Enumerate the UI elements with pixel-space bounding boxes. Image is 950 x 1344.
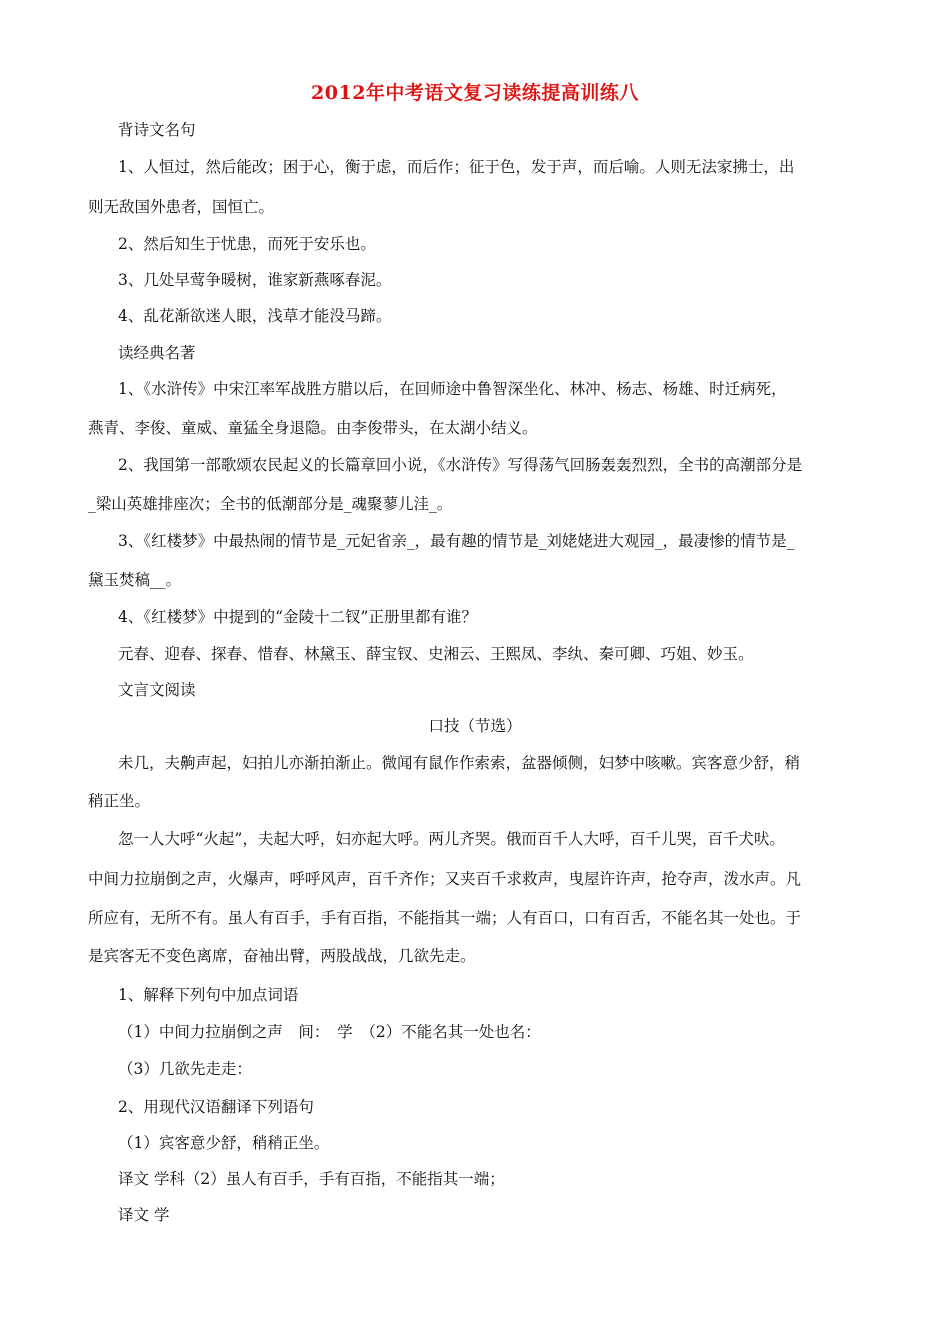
passage-paragraph-2-line-3: 所应有，无所不有。虽人有百手，手有百指，不能指其一端；人有百口，口有百舌，不能名其一处也。于 <box>88 909 802 927</box>
document-title: 2012年中考语文复习读练提高训练八 <box>311 82 639 104</box>
classics-item-3-line-1: 3、《红楼梦》中最热闹的情节是_元妃省亲_，最有趣的情节是_刘姥姥进大观园_，最凄惨的情节是_ <box>118 532 795 550</box>
passage-paragraph-1-line-2: 稍正坐。 <box>88 792 151 810</box>
poem-item-4: 4、乱花渐欲迷人眼，浅草才能没马蹄。 <box>118 307 392 325</box>
classics-item-1-line-2: 燕青、李俊、童威、童猛全身退隐。由李俊带头，在太湖小结义。 <box>88 419 538 437</box>
poem-item-2: 2、然后知生于忧患，而死于安乐也。 <box>118 235 376 253</box>
question-2: 2、用现代汉语翻译下列语句 <box>118 1098 314 1116</box>
poem-item-1-line-1: 1、人恒过，然后能改；困于心，衡于虑，而后作；征于色，发于声，而后喻。人则无法家拂士，出 <box>118 158 795 176</box>
section-heading-poems: 背诗文名句 <box>118 121 196 139</box>
question-2-item-1: （1）宾客意少舒，稍稍正坐。 <box>118 1134 330 1152</box>
classics-item-4-question: 4、《红楼梦》中提到的“金陵十二钗”正册里都有谁？ <box>118 608 477 626</box>
poem-item-1-line-2: 则无敌国外患者，国恒亡。 <box>88 198 275 216</box>
passage-paragraph-2-line-1: 忽一人大呼“火起”，夫起大呼，妇亦起大呼。两儿齐哭。俄而百千人大呼，百千儿哭，百千犬吠。 <box>118 830 785 848</box>
classics-item-1-line-1: 1、《水浒传》中宋江率军战胜方腊以后，在回师途中鲁智深坐化、林冲、杨志、杨雄、时迁病死， <box>118 380 787 398</box>
classics-item-3-line-2: 黛玉焚稿__。 <box>88 571 182 589</box>
question-1-items: （1）中间力拉崩倒之声 间： 学 （2）不能名其一处也名： <box>118 1023 541 1041</box>
classics-item-4-answer: 元春、迎春、探春、惜春、林黛玉、薛宝钗、史湘云、王熙凤、李纨、秦可卿、巧姐、妙玉。 <box>118 645 754 663</box>
poem-item-3: 3、几处早莺争暖树，谁家新燕啄春泥。 <box>118 271 392 289</box>
classics-item-2-line-1: 2、我国第一部歌颂农民起义的长篇章回小说，《水浒传》写得荡气回肠轰轰烈烈，全书的高潮部分是 <box>118 456 803 474</box>
passage-title: 口技（节选） <box>428 717 522 735</box>
passage-paragraph-1-line-1: 未几，夫齁声起，妇拍儿亦渐拍渐止。微闻有鼠作作索索，盆器倾侧，妇梦中咳嗽。宾客意少舒，稍 <box>118 754 801 772</box>
classics-item-2-line-2: _梁山英雄排座次；全书的低潮部分是_魂聚蓼儿洼_。 <box>88 495 453 513</box>
question-1: 1、解释下列句中加点词语 <box>118 986 299 1004</box>
question-1-item-3: （3）几欲先走走： <box>118 1060 252 1078</box>
section-heading-classical-reading: 文言文阅读 <box>118 681 196 699</box>
question-2-translation-2: 译文 学 <box>118 1206 170 1224</box>
question-2-translation-1: 译文 学科（2）虽人有百手，手有百指，不能指其一端； <box>118 1170 505 1188</box>
passage-paragraph-2-line-4: 是宾客无不变色离席，奋袖出臂，两股战战，几欲先走。 <box>88 947 476 965</box>
passage-paragraph-2-line-2: 中间力拉崩倒之声，火爆声，呼呼风声，百千齐作；又夹百千求救声，曳屋许许声，抢夺声，泼水声。凡 <box>88 870 802 888</box>
section-heading-classics: 读经典名著 <box>118 344 196 362</box>
